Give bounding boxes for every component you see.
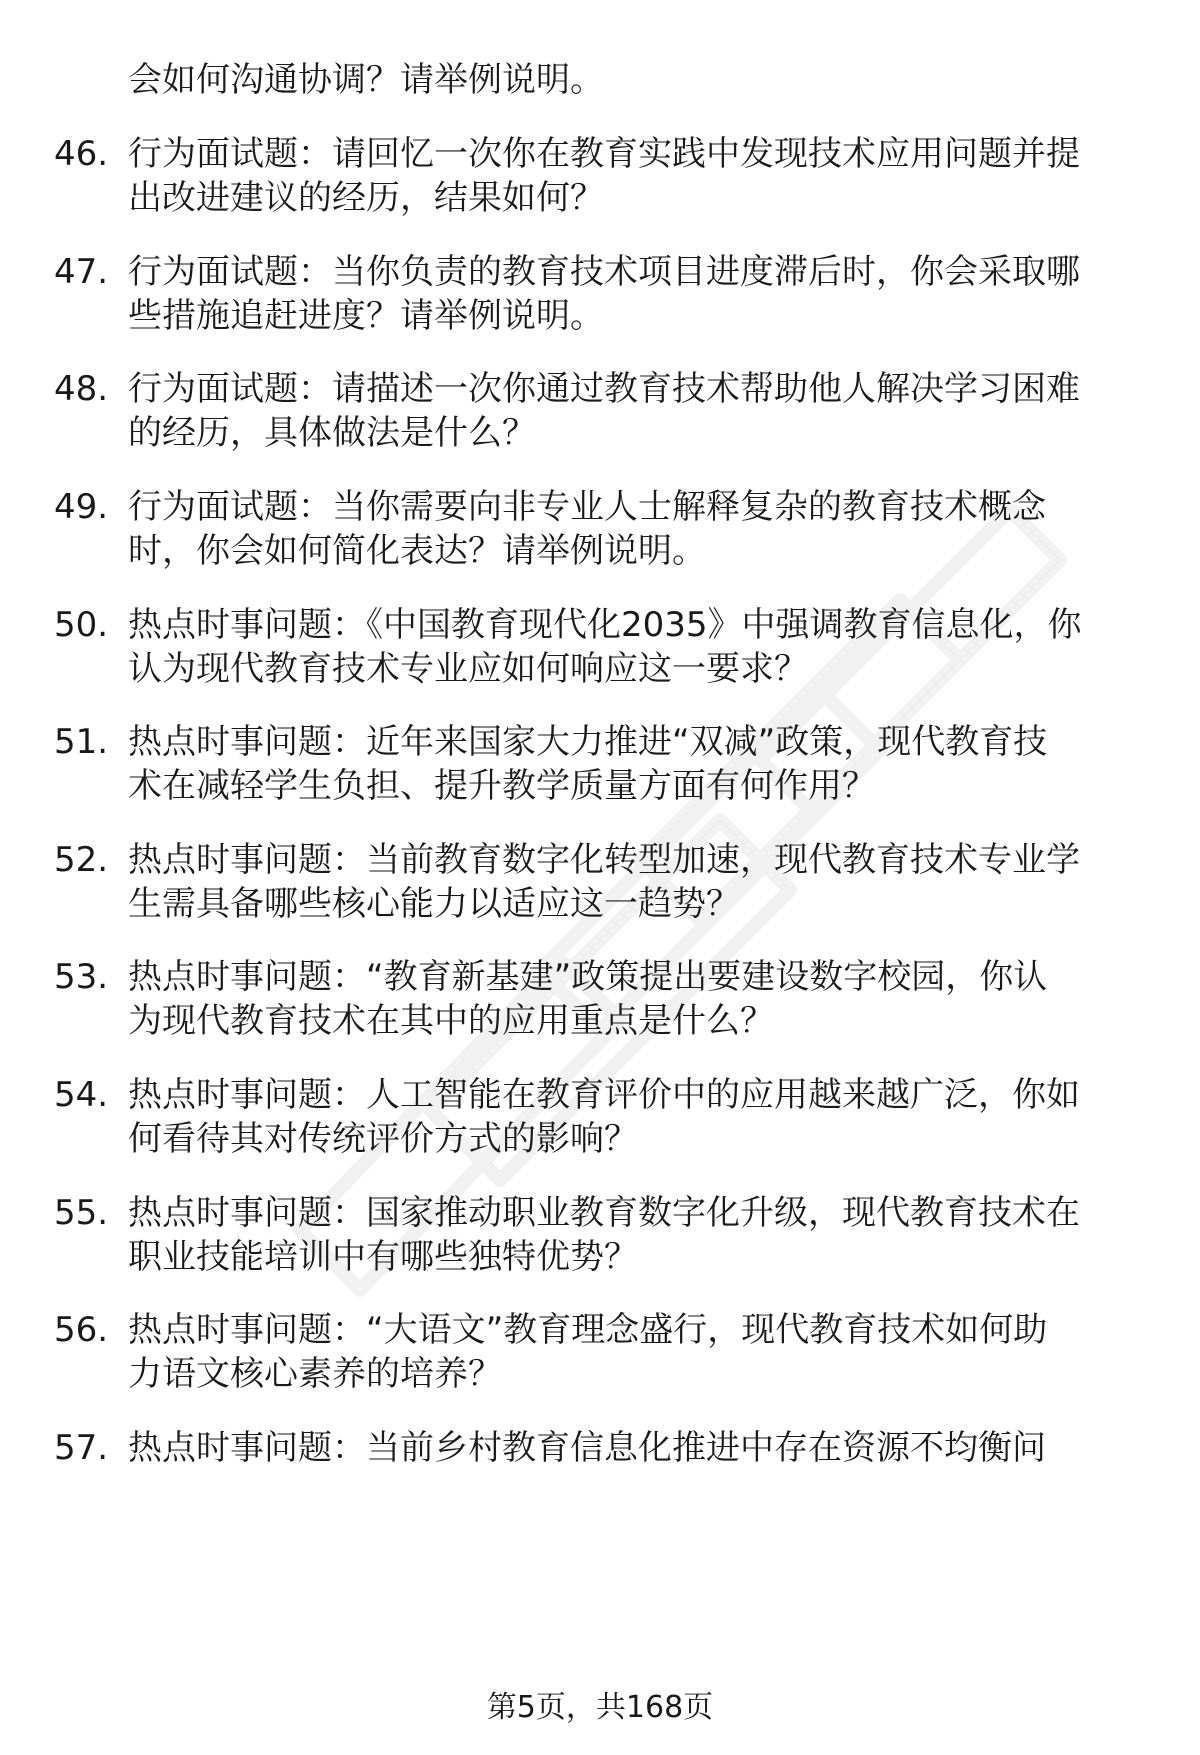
continuation-line: 会如何沟通协调？请举例说明。 [128, 60, 604, 100]
question-line: 术在减轻学生负担、提升教学质量方面有何作用？ [128, 766, 876, 806]
question-number: 56. [54, 1310, 109, 1350]
question-number: 55. [54, 1193, 109, 1233]
question-number: 48. [54, 369, 109, 409]
question-line: 行为面试题：当你负责的教育技术项目进度滞后时，你会采取哪 [128, 252, 1080, 292]
question-line: 力语文核心素养的培养？ [128, 1354, 502, 1394]
question-number: 47. [54, 252, 109, 292]
question-line: 热点时事问题：国家推动职业教育数字化升级，现代教育技术在 [128, 1193, 1080, 1233]
question-number: 51. [54, 722, 109, 762]
question-line: 为现代教育技术在其中的应用重点是什么？ [128, 1001, 774, 1041]
question-line: 热点时事问题：当前乡村教育信息化推进中存在资源不均衡问 [128, 1428, 1046, 1468]
page-footer: 第5页，共168页 [486, 1690, 714, 1725]
question-line: 行为面试题：请回忆一次你在教育实践中发现技术应用问题并提 [128, 134, 1080, 174]
question-number: 50. [54, 605, 109, 645]
question-line: 热点时事问题：人工智能在教育评价中的应用越来越广泛，你如 [128, 1075, 1080, 1115]
question-line: 生需具备哪些核心能力以适应这一趋势？ [128, 884, 740, 924]
question-line: 些措施追赶进度？请举例说明。 [128, 296, 604, 336]
question-number: 46. [54, 134, 109, 174]
question-line: 热点时事问题：“教育新基建”政策提出要建设数字校园，你认 [128, 957, 1048, 997]
question-line: 何看待其对传统评价方式的影响？ [128, 1119, 638, 1159]
question-line: 行为面试题：请描述一次你通过教育技术帮助他人解决学习困难 [128, 369, 1080, 409]
question-line: 的经历，具体做法是什么？ [128, 413, 536, 453]
question-line: 时，你会如何简化表达？请举例说明。 [128, 531, 706, 571]
question-line: 出改进建议的经历，结果如何？ [128, 178, 604, 218]
question-number: 54. [54, 1075, 109, 1115]
question-line: 认为现代教育技术专业应如何响应这一要求？ [128, 649, 808, 689]
question-line: 热点时事问题：《中国教育现代化2035》中强调教育信息化，你 [128, 605, 1082, 645]
question-line: 热点时事问题：“大语文”教育理念盛行，现代教育技术如何助 [128, 1310, 1048, 1350]
question-line: 热点时事问题：当前教育数字化转型加速，现代教育技术专业学 [128, 840, 1080, 880]
question-line: 职业技能培训中有哪些独特优势？ [128, 1237, 638, 1277]
question-number: 49. [54, 487, 109, 527]
question-line: 行为面试题：当你需要向非专业人士解释复杂的教育技术概念 [128, 487, 1046, 527]
question-number: 52. [54, 840, 109, 880]
question-line: 热点时事问题：近年来国家大力推进“双减”政策，现代教育技 [128, 722, 1048, 762]
question-number: 57. [54, 1428, 109, 1468]
question-number: 53. [54, 957, 109, 997]
